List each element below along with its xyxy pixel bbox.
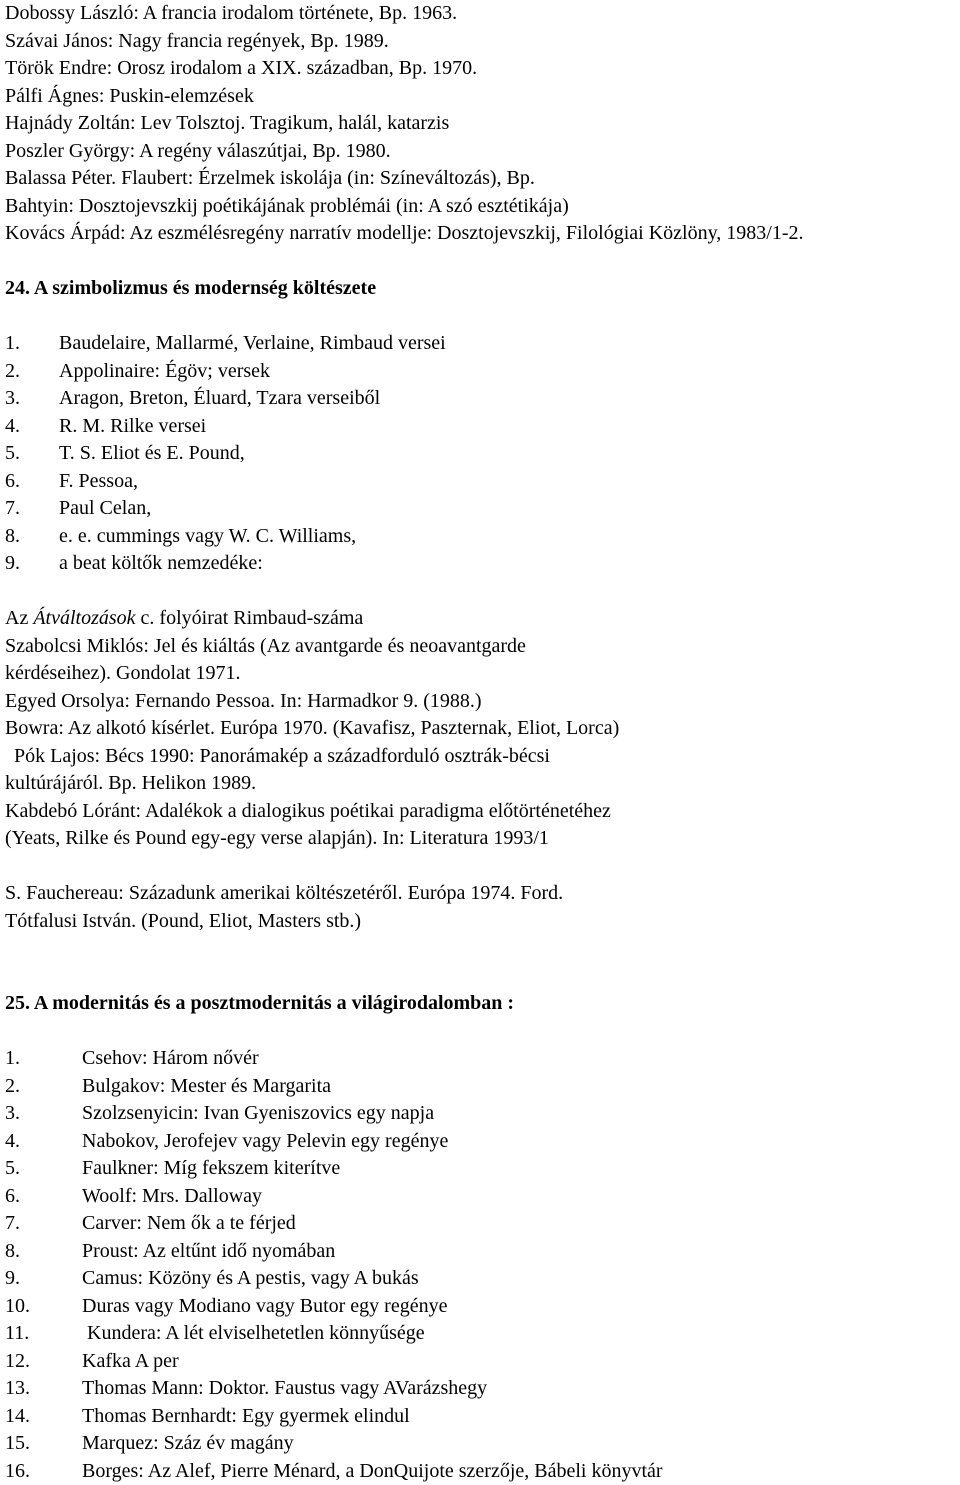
list-number: 8. (5, 1238, 82, 1266)
list-text: Thomas Mann: Doktor. Faustus vagy AVarázshegy (82, 1375, 487, 1403)
list-number: 4. (5, 1128, 82, 1156)
list-text: Nabokov, Jerofejev vagy Pelevin egy regénye (82, 1128, 448, 1156)
list-text: Kundera: A lét elviselhetetlen könnyűsége (82, 1320, 425, 1348)
reference-line: Szávai János: Nagy francia regények, Bp. 1989. (5, 28, 955, 56)
list-item (5, 1430, 955, 1458)
reference-line: Balassa Péter. Flaubert: Érzelmek iskolája (in: Színeváltozás), Bp. (5, 165, 955, 193)
reference-line: Kabdebó Lóránt: Adalékok a dialogikus poétikai paradigma előtörténetéhez (5, 798, 955, 826)
reference-line: (Yeats, Rilke és Pound egy-egy verse alapján). In: Literatura 1993/1 (5, 825, 955, 853)
reference-line: Török Endre: Orosz irodalom a XIX. században, Bp. 1970. (5, 55, 955, 83)
section-24-references (5, 605, 955, 935)
list-text: R. M. Rilke versei (59, 413, 206, 441)
list-item (5, 1183, 955, 1211)
list-text: a beat költők nemzedéke: (59, 550, 263, 578)
list-item (5, 1238, 955, 1266)
list-text: Appolinaire: Égöv; versek (59, 358, 270, 386)
list-number: 16. (5, 1458, 82, 1485)
list-text: Kafka A per (82, 1348, 179, 1376)
list-item (5, 1210, 955, 1238)
reference-line: Kovács Árpád: Az eszmélésregény narratív modellje: Dosztojevszkij, Filológiai Közlöny, 1983/1-2. (5, 220, 955, 248)
list-text: F. Pessoa, (59, 468, 138, 496)
list-number: 3. (5, 385, 59, 413)
reference-line: Bahtyin: Dosztojevszkij poétikájának problémái (in: A szó esztétikája) (5, 193, 955, 221)
list-number: 5. (5, 440, 59, 468)
list-number: 5. (5, 1155, 82, 1183)
spacer (5, 1018, 955, 1046)
list-item (5, 1100, 955, 1128)
spacer (5, 935, 955, 990)
list-text: Bulgakov: Mester és Margarita (82, 1073, 331, 1101)
list-number: 2. (5, 358, 59, 386)
reference-line: Dobossy László: A francia irodalom története, Bp. 1963. (5, 0, 955, 28)
list-number: 1. (5, 330, 59, 358)
list-text: Paul Celan, (59, 495, 151, 523)
list-number: 8. (5, 523, 59, 551)
list-number: 6. (5, 1183, 82, 1211)
section-24-title: 24. A szimbolizmus és modernség költészete (5, 275, 955, 303)
list-number: 1. (5, 1045, 82, 1073)
list-number: 11. (5, 1320, 82, 1348)
reference-line: Pálfi Ágnes: Puskin-elemzések (5, 83, 955, 111)
document-page (5, 0, 955, 1485)
list-text: Baudelaire, Mallarmé, Verlaine, Rimbaud versei (59, 330, 446, 358)
journal-title: Átváltozások (33, 607, 135, 629)
list-item (5, 358, 955, 386)
list-text: Csehov: Három nővér (82, 1045, 259, 1073)
list-number: 9. (5, 550, 59, 578)
reference-line: S. Fauchereau: Századunk amerikai költészetéről. Európa 1974. Ford. (5, 880, 955, 908)
spacer (5, 303, 955, 331)
section-25-title: 25. A modernitás és a posztmodernitás a világirodalomban : (5, 990, 955, 1018)
list-text: Carver: Nem ők a te férjed (82, 1210, 296, 1238)
list-item (5, 468, 955, 496)
list-item (5, 1458, 955, 1485)
reference-text: c. folyóirat Rimbaud-száma (136, 607, 364, 629)
spacer (5, 248, 955, 276)
list-number: 9. (5, 1265, 82, 1293)
list-item (5, 1045, 955, 1073)
list-item (5, 550, 955, 578)
list-number: 7. (5, 1210, 82, 1238)
list-item (5, 440, 955, 468)
reference-line: Hajnády Zoltán: Lev Tolsztoj. Tragikum, halál, katarzis (5, 110, 955, 138)
reference-line: Tótfalusi István. (Pound, Eliot, Masters stb.) (5, 908, 955, 936)
list-item (5, 385, 955, 413)
reference-line: Poszler György: A regény válaszútjai, Bp. 1980. (5, 138, 955, 166)
intro-references (5, 0, 955, 248)
list-text: Duras vagy Modiano vagy Butor egy regénye (82, 1293, 447, 1321)
list-number: 15. (5, 1430, 82, 1458)
list-number: 10. (5, 1293, 82, 1321)
list-item (5, 1155, 955, 1183)
list-text: Faulkner: Míg fekszem kiterítve (82, 1155, 340, 1183)
list-item (5, 1265, 955, 1293)
list-number: 7. (5, 495, 59, 523)
reference-text: Az (5, 607, 33, 629)
list-text: Borges: Az Alef, Pierre Ménard, a DonQuijote szerzője, Bábeli könyvtár (82, 1458, 663, 1485)
list-text: Thomas Bernhardt: Egy gyermek elindul (82, 1403, 410, 1431)
list-text: Marquez: Száz év magány (82, 1430, 294, 1458)
spacer (5, 578, 955, 606)
list-text: T. S. Eliot és E. Pound, (59, 440, 245, 468)
list-number: 4. (5, 413, 59, 441)
list-item (5, 413, 955, 441)
list-number: 3. (5, 1100, 82, 1128)
list-item (5, 1348, 955, 1376)
list-number: 12. (5, 1348, 82, 1376)
list-text: Szolzsenyicin: Ivan Gyeniszovics egy napja (82, 1100, 434, 1128)
list-item (5, 1375, 955, 1403)
list-text: Aragon, Breton, Éluard, Tzara verseiből (59, 385, 380, 413)
list-item (5, 523, 955, 551)
list-text: Proust: Az eltűnt idő nyomában (82, 1238, 335, 1266)
reference-line: kultúrájáról. Bp. Helikon 1989. (5, 770, 955, 798)
list-item (5, 1128, 955, 1156)
reference-line: Bowra: Az alkotó kísérlet. Európa 1970. (Kavafisz, Paszternak, Eliot, Lorca) (5, 715, 955, 743)
reference-line: kérdéseihez). Gondolat 1971. (5, 660, 955, 688)
list-item (5, 1403, 955, 1431)
reference-line: Szabolcsi Miklós: Jel és kiáltás (Az avantgarde és neoavantgarde (5, 633, 955, 661)
section-25-list (5, 1045, 955, 1485)
section-24-list (5, 330, 955, 578)
list-text: e. e. cummings vagy W. C. Williams, (59, 523, 356, 551)
reference-line: Egyed Orsolya: Fernando Pessoa. In: Harmadkor 9. (1988.) (5, 688, 955, 716)
list-item (5, 1073, 955, 1101)
spacer (5, 853, 955, 881)
list-item (5, 330, 955, 358)
reference-line: Pók Lajos: Bécs 1990: Panorámakép a századforduló osztrák-bécsi (5, 743, 955, 771)
list-text: Woolf: Mrs. Dalloway (82, 1183, 262, 1211)
list-number: 13. (5, 1375, 82, 1403)
list-item (5, 495, 955, 523)
reference-line (5, 605, 955, 633)
list-item (5, 1293, 955, 1321)
list-number: 6. (5, 468, 59, 496)
list-number: 2. (5, 1073, 82, 1101)
list-text: Camus: Közöny és A pestis, vagy A bukás (82, 1265, 419, 1293)
list-number: 14. (5, 1403, 82, 1431)
list-item (5, 1320, 955, 1348)
